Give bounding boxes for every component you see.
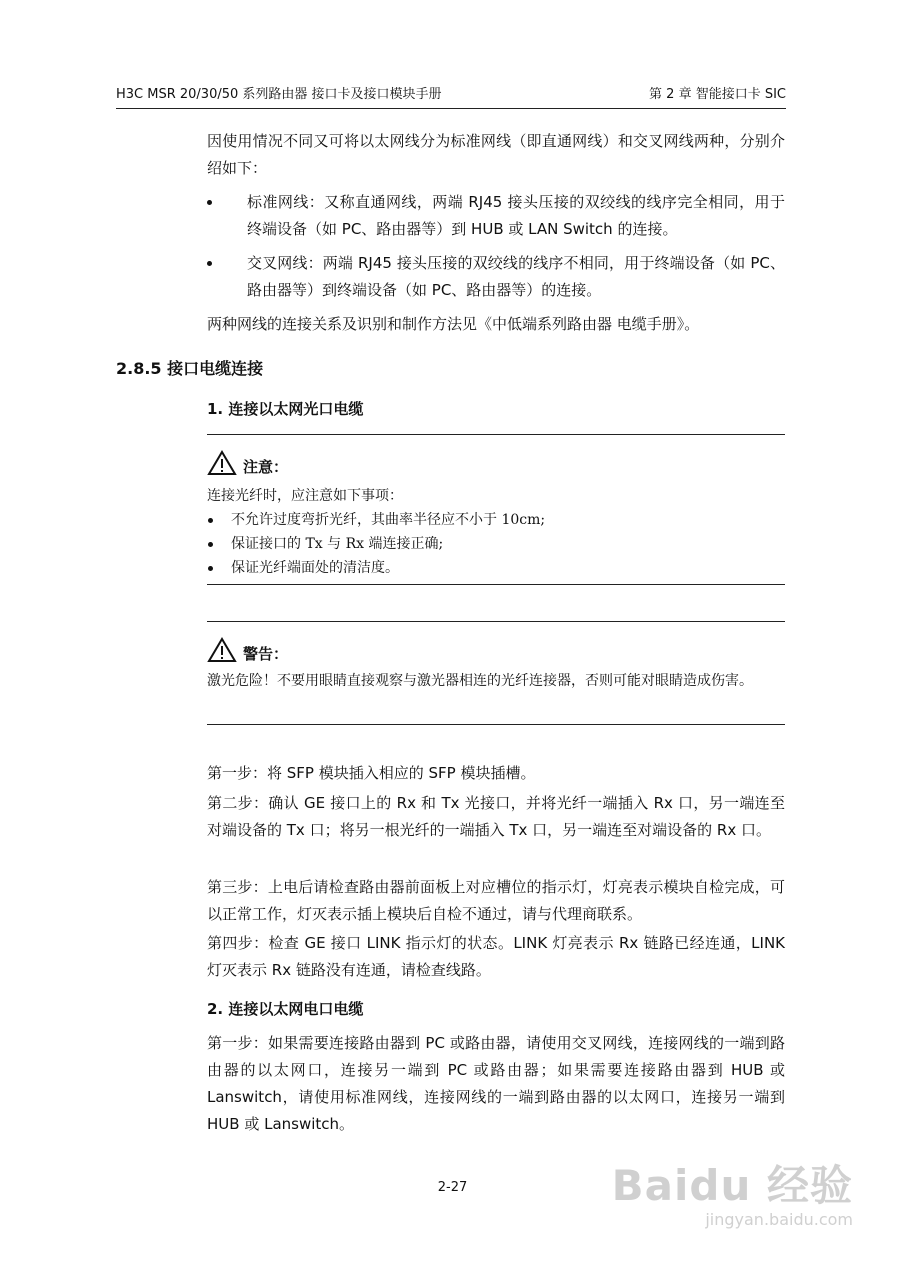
step-paragraph: 第二步：确认 GE 接口上的 Rx 和 Tx 光接口，并将光纤一端插入 Rx 口，另一端连至对端设备的 Tx 口；将另一根光纤的一端插入 Tx 口，另一端连至对端设备的 Rx 口。 — [207, 794, 785, 839]
caution-title — [207, 450, 288, 481]
list-item — [207, 189, 785, 243]
warning-text: 激光危险！不要用眼睛直接观察与激光器相连的光纤连接器，否则可能对眼睛造成伤害。 — [207, 673, 753, 689]
caution-item-text: 不允许过度弯折光纤，其曲率半径应不小于 10cm; — [231, 512, 546, 528]
step-paragraph: 第四步：检查 GE 接口 LINK 指示灯的状态。LINK 灯亮表示 Rx 链路已经连通，LINK 灯灭表示 Rx 链路没有连通，请检查线路。 — [207, 934, 785, 979]
subsection-title-electrical: 2. 连接以太网电口电缆 — [207, 1000, 364, 1018]
section-title: 2.8.5 接口电缆连接 — [116, 359, 264, 378]
caution-item — [207, 556, 785, 580]
header-title: H3C MSR 20/30/50 系列路由器 接口卡及接口模块手册 — [116, 87, 442, 102]
warning-bottom-rule — [207, 724, 785, 725]
caution-lead: 连接光纤时，应注意如下事项： — [207, 488, 403, 504]
warning-triangle-icon — [207, 450, 237, 476]
caution-item — [207, 532, 785, 556]
subsection-title-optical: 1. 连接以太网光口电缆 — [207, 400, 364, 418]
step-paragraph: 第三步：上电后请检查路由器前面板上对应槽位的指示灯，灯亮表示模块自检完成，可以正常工作，灯灭表示插上模块后自检不通过，请与代理商联系。 — [207, 878, 785, 923]
watermark-brand: Baidu 经验 — [611, 1161, 853, 1210]
caution-item — [207, 508, 785, 532]
intro-paragraph: 因使用情况不同又可将以太网线分为标准网线（即直通网线）和交叉网线两种，分别介绍如下： — [207, 132, 785, 177]
caution-bottom-rule — [207, 584, 785, 585]
bullet-dot — [207, 261, 212, 266]
running-header — [116, 84, 786, 109]
list-item — [207, 250, 785, 304]
bullet-dot — [207, 200, 212, 205]
bullet-dot — [208, 566, 213, 571]
warning-label: 警告： — [243, 645, 289, 663]
bullet-text: 交叉网线：两端 RJ45 接头压接的双绞线的线序不相同，用于终端设备（如 PC、路由器等）到终端设备（如 PC、路由器等）的连接。 — [247, 254, 785, 299]
bullet-dot — [208, 518, 213, 523]
caution-item-text: 保证接口的 Tx 与 Rx 端连接正确; — [231, 536, 444, 552]
warning-top-rule — [207, 621, 785, 622]
header-chapter: 第 2 章 智能接口卡 SIC — [649, 87, 786, 102]
warning-triangle-icon — [207, 637, 237, 663]
watermark — [612, 1162, 853, 1230]
caution-item-text: 保证光纤端面处的清洁度。 — [231, 560, 399, 576]
page-number: 2-27 — [437, 1180, 468, 1195]
step-paragraph: 第一步：将 SFP 模块插入相应的 SFP 模块插槽。 — [207, 764, 536, 782]
bullet-dot — [208, 542, 213, 547]
bullet-text: 标准网线：又称直通网线，两端 RJ45 接头压接的双绞线的线序完全相同，用于终端设备（如 PC、路由器等）到 HUB 或 LAN Switch 的连接。 — [247, 193, 785, 238]
caution-top-rule — [207, 434, 785, 435]
watermark-url: jingyan.baidu.com — [705, 1210, 853, 1229]
caution-label: 注意： — [243, 458, 289, 476]
warning-title — [207, 637, 288, 668]
reference-paragraph: 两种网线的连接关系及识别和制作方法见《中低端系列路由器 电缆手册》。 — [207, 315, 700, 333]
step-paragraph: 第一步：如果需要连接路由器到 PC 或路由器，请使用交叉网线，连接网线的一端到路由器的以太网口，连接另一端到 PC 或路由器；如果需要连接路由器到 HUB 或 Lanswitch，请使用标准网线，连接网线的一端到路由器的以太网口，连接另一端到 HUB 或 Lanswitch。 — [207, 1034, 785, 1133]
